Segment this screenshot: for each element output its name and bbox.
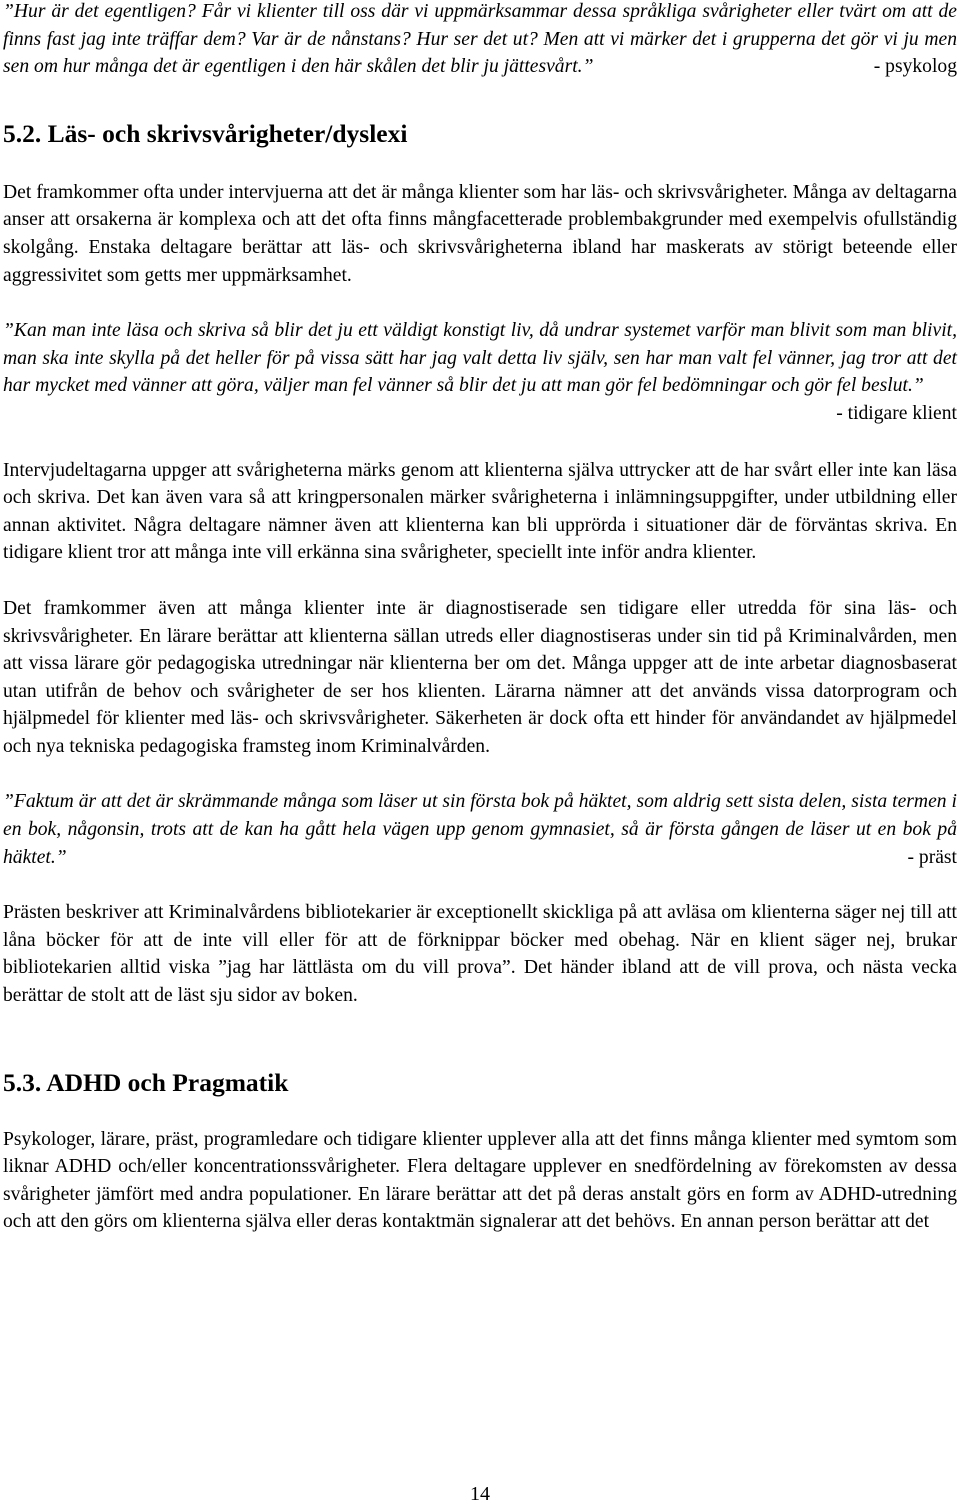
section-5-2-paragraph-4: Prästen beskriver att Kriminalvårdens bibliotekarier är exceptionellt skickliga på att avläsa om klienterna säger nej till att låna böcker för att de inte vill eller för att de förknippar böcker med obehag. När en klient säger nej, brukar bibliotekarien alltid viska ”jag har lättlästa om du vill prova”. Det händer ibland att de vill prova, och nästa vecka berättar de stolt att de läst sju sidor av boken. [3,902,957,1007]
intro-quote-attribution: - psykolog [873,56,957,78]
section-5-2-paragraph-3: Det framkommer även att många klienter inte är diagnostiserade sen tidigare eller utredda för sina läs- och skrivsvårigheter. En lärare berättar att klienterna sällan utreds eller diagnostiseras under sin tid på Kriminalvården, men att vissa lärare gör pedagogiska utredningar när klienterna ber om det. Många uppger att de inte arbetar diagnosbaserat utan utifrån de behov och svårigheter de ser hos klienten. Lärarna nämner att det används vissa datorprogram och hjälpmedel för klienter med läs- och skrivsvårigheter. Säkerheten är dock ofta ett hinder för användandet av hjälpmedel och nya tekniska pedagogiska framsteg inom Kriminalvården. [3,597,957,757]
quote-1-attribution: - tidigare klient [836,402,957,424]
section-5-2-paragraph-2: Intervjudeltagarna uppger att svårigheterna märks genom att klienterna själva uttrycker att de har svårt eller inte kan läsa och skriva. Det kan även vara så att kringpersonalen märker svårigheterna i inlämningsuppgifter, under utbildning eller annan aktivitet. Några deltagare nämner även att klienterna kan bli upprörda i situationer där de förväntas skriva. En tidigare klient tror att många inte vill erkänna sina svårigheter, speciellt inte inför andra klienter. [3,459,957,564]
quote-2-attribution: - präst [907,846,957,868]
quote-2-text: ”Faktum är att det är skrämmande många som läser ut sin första bok på häktet, som aldrig sett sista delen, sista termen i en bok, någonsin, trots att de kan ha gått hela vägen upp genom gymnasiet, så är första gången de läser ut en bok på häktet.” [3,791,957,868]
section-5-2-quote-2 [3,788,957,871]
section-5-2-paragraph-1: Det framkommer ofta under intervjuerna att det är många klienter som har läs- och skrivsvårigheter. Många av deltagarna anser att orsakerna är komplexa och att det ofta finns mångfacetterade problembakgrunder med exempelvis ofullständig skolgång. Enstaka deltagare berättar att läs- och skrivsvårigheterna ibland har maskerats av störigt beteende eller aggressivitet som getts mer uppmärksamhet. [3,181,957,286]
intro-quote [3,0,957,81]
page-number: 14 [470,1483,490,1505]
quote-1-text: ”Kan man inte läsa och skriva så blir det ju ett väldigt konstigt liv, då undrar systemet varför man blivit som man blivit, man ska inte skylla på det heller för på vissa sätt har jag valt detta liv själv, sen har man valt fel vänner, jag tror att det har mycket med vänner att göra, väljer man fel vänner så blir det ju att man gör fel bedömningar och gör fel beslut.” [3,320,957,397]
intro-quote-text: ”Hur är det egentligen? Får vi klienter till oss där vi uppmärksammar dessa språkliga svårigheter eller tvärt om att de finns fast jag inte träffar dem? Var är de nånstans? Hur ser det ut? Men att vi märker det i grupperna det gör vi ju men sen om hur många det är egentligen i den här skålen det blir ju jättesvårt.” [3,1,957,78]
document-page [3,0,957,1236]
section-5-2-quote-1 [3,317,957,427]
section-heading-5-3: 5.3. ADHD och Pragmatik [3,1067,289,1097]
section-5-3-paragraph-1: Psykologer, lärare, präst, programledare och tidigare klienter upplever alla att det finns många klienter med symtom som liknar ADHD och/eller koncentrationssvårigheter. Flera deltagare upplever en snedfördelning av förekomsten av dessa svårigheter jämfört med andra populationer. En lärare berättar att det på deras anstalt görs en form av ADHD-utredning och att den görs om klienterna själva eller deras kontaktmän signalerar att det behövs. En annan person berättar att det [3,1128,957,1233]
section-heading-5-2: 5.2. Läs- och skrivsvårigheter/dyslexi [3,118,408,148]
